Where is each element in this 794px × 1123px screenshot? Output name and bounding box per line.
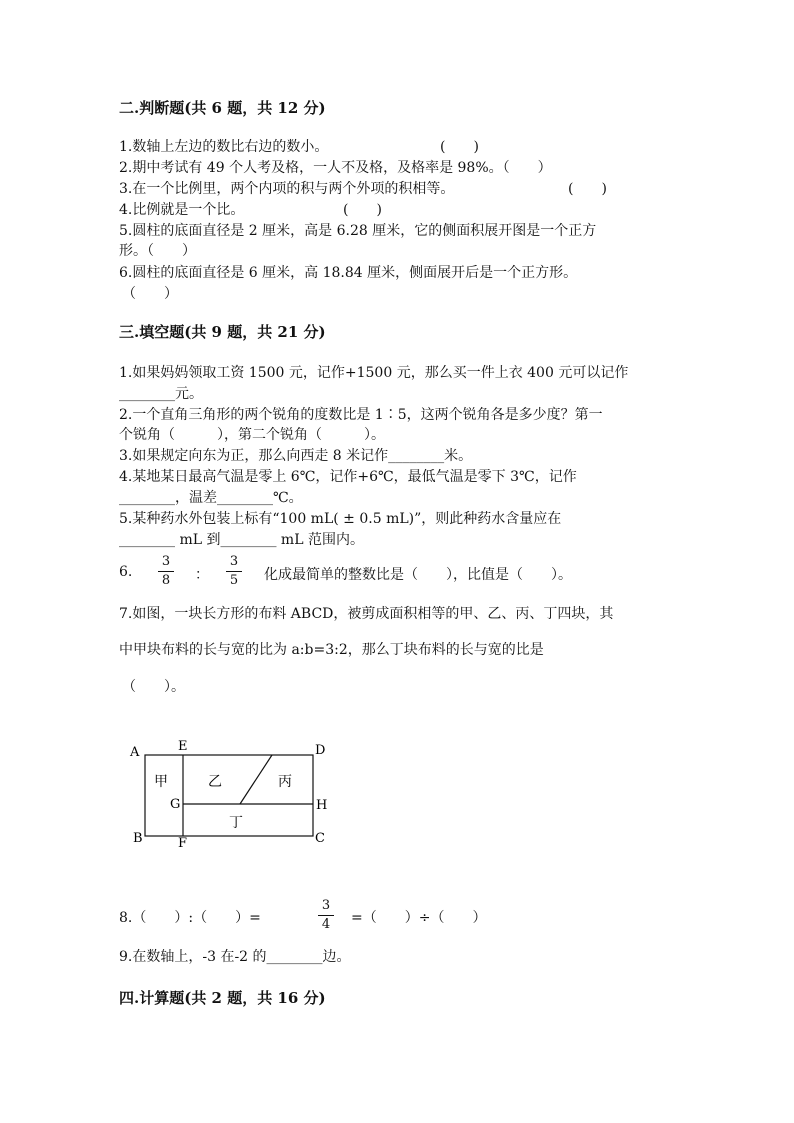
section-2-question-3-answer: ( ) <box>568 181 607 197</box>
fraction-3-8 <box>158 554 174 589</box>
region-yi: 乙 <box>208 774 222 790</box>
fraction-numerator: 3 <box>161 554 171 569</box>
section-2-question-6-line-2: （ ） <box>122 286 178 302</box>
label-b: B <box>133 831 143 846</box>
section-4-heading: 四.计算题(共 2 题，共 16 分) <box>119 989 326 1007</box>
label-g: G <box>170 797 181 812</box>
fraction-numerator: 3 <box>229 554 239 569</box>
section-3-question-6-number: 6. <box>119 564 133 580</box>
section-3-question-6-text: 化成最简单的整数比是（ ），比值是（ ）。 <box>264 567 572 583</box>
fraction-bar <box>318 915 334 916</box>
section-2-question-5-line-2: 形。（ ） <box>119 243 196 259</box>
section-3-question-4-line-1: 4.某地某日最高气温是零上 6℃，记作+6℃，最低气温是零下 3℃，记作 <box>119 469 577 485</box>
label-e: E <box>178 739 188 754</box>
diagonal-divider <box>240 755 272 804</box>
fraction-bar <box>226 571 242 572</box>
label-c: C <box>315 831 325 846</box>
section-2-question-4: 4.比例就是一个比。 <box>119 202 245 218</box>
label-a: A <box>130 745 140 760</box>
region-jia: 甲 <box>154 774 168 790</box>
fraction-3-5 <box>226 554 242 589</box>
section-2-question-3: 3.在一个比例里，两个内项的积与两个外项的积相等。 <box>119 181 455 197</box>
section-2-question-2: 2.期中考试有 49 个人考及格，一人不及格，及格率是 98%。（ ） <box>119 160 552 176</box>
section-3-question-3: 3.如果规定向东为正，那么向西走 8 米记作________米。 <box>119 448 473 464</box>
rectangle-abcd-figure <box>120 735 350 855</box>
region-bing: 丙 <box>278 774 292 790</box>
section-2-question-4-answer: ( ) <box>343 202 382 218</box>
section-3-question-5-line-2: ________ mL 到________ mL 范围内。 <box>119 532 364 548</box>
region-ding: 丁 <box>229 815 243 831</box>
section-3-question-8-right: =（ ）÷（ ） <box>351 910 487 926</box>
section-3-question-1-line-1: 1.如果妈妈领取工资 1500 元，记作+1500 元，那么买一件上衣 400 元可以记作 <box>119 365 629 381</box>
label-f: F <box>178 836 188 851</box>
section-3-heading: 三.填空题(共 9 题，共 21 分) <box>119 323 326 341</box>
fraction-denominator: 5 <box>229 573 239 588</box>
label-h: H <box>316 798 328 813</box>
fraction-numerator: 3 <box>321 898 331 913</box>
section-3-question-7-line-2: 中甲块布料的长与宽的比为 a:b=3:2，那么丁块布料的长与宽的比是 <box>119 642 544 658</box>
fraction-3-4 <box>318 898 334 933</box>
section-3-question-2-line-1: 2.一个直角三角形的两个锐角的度数比是 1∶5，这两个锐角各是多少度？第一 <box>119 407 603 423</box>
section-2-heading: 二.判断题(共 6 题，共 12 分) <box>119 99 326 117</box>
section-3-question-9: 9.在数轴上，-3 在-2 的________边。 <box>119 949 351 965</box>
section-3-question-8-left: 8.（ ）:（ ）= <box>119 910 261 926</box>
section-2-question-1: 1.数轴上左边的数比右边的数小。 <box>119 139 329 155</box>
section-3-question-7-line-3: （ ）。 <box>122 679 185 695</box>
fraction-denominator: 4 <box>321 917 331 932</box>
ratio-colon: ： <box>195 567 209 583</box>
section-2-question-6-line-1: 6.圆柱的底面直径是 6 厘米，高 18.84 厘米，侧面展开后是一个正方形。 <box>119 265 578 281</box>
section-2-question-1-answer: ( ) <box>440 139 479 155</box>
section-3-question-5-line-1: 5.某种药水外包装上标有“100 mL( ± 0.5 mL)”，则此种药水含量应在 <box>119 511 562 527</box>
section-3-question-7-line-1: 7.如图，一块长方形的布料 ABCD，被剪成面积相等的甲、乙、丙、丁四块，其 <box>119 606 614 622</box>
section-2-question-5-line-1: 5.圆柱的底面直径是 2 厘米，高是 6.28 厘米，它的侧面积展开图是一个正方 <box>119 223 597 239</box>
label-d: D <box>315 743 326 758</box>
section-3-question-1-line-2: ________元。 <box>119 386 203 402</box>
section-3-question-2-line-2: 个锐角（ ），第二个锐角（ ）。 <box>119 427 385 443</box>
fraction-denominator: 8 <box>161 573 171 588</box>
section-3-question-4-line-2: ________，温差________℃。 <box>119 490 303 506</box>
fraction-bar <box>158 571 174 572</box>
